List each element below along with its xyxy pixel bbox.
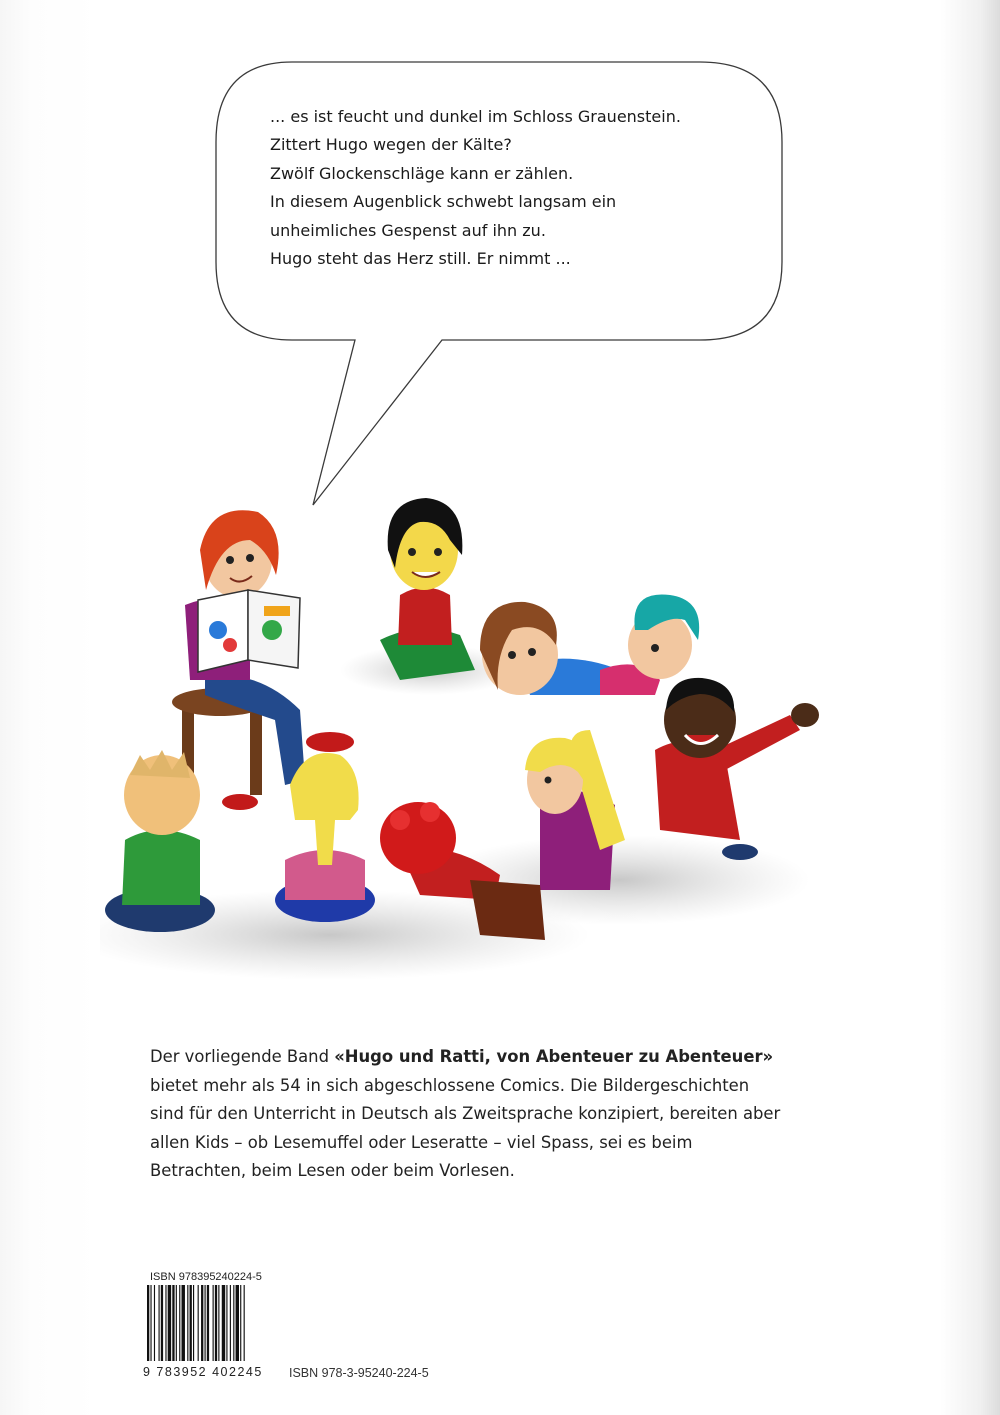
barcode-bar — [226, 1285, 227, 1361]
girl-blonde-thinking — [525, 730, 625, 890]
book-title: «Hugo und Ratti, von Abenteuer zu Abenteuer» — [334, 1047, 774, 1066]
barcode-bar — [222, 1285, 225, 1361]
isbn-label: ISBN 978395240224-5 — [150, 1271, 262, 1283]
blurb-line-3: sind für den Unterricht in Deutsch als Zweitsprache konzipiert, bereiten aber — [150, 1104, 781, 1123]
barcode-bar — [147, 1285, 149, 1361]
girl-black-hair — [380, 498, 475, 680]
barcode-bar — [240, 1285, 241, 1361]
storytelling-illustration — [100, 480, 840, 1000]
blurb-prefix: Der vorliegende Band — [150, 1047, 335, 1066]
speech-line: Hugo steht das Herz still. Er nimmt ... — [270, 249, 571, 269]
isbn-formatted: ISBN 978-3-95240-224-5 — [289, 1366, 429, 1380]
speech-line: In diesem Augenblick schwebt langsam ein — [270, 192, 617, 212]
boy-spiky-hair-back — [105, 750, 215, 932]
barcode-bar — [176, 1285, 177, 1361]
barcode-bar — [165, 1285, 166, 1361]
barcode-bar — [179, 1285, 180, 1361]
speech-bubble-text — [270, 103, 740, 273]
blurb-line-1 — [150, 1043, 850, 1072]
barcode-bar — [161, 1285, 163, 1361]
barcode-bar — [213, 1285, 214, 1361]
barcode-bar — [201, 1285, 203, 1361]
boy-teal-hair — [600, 594, 699, 695]
barcode-bar — [230, 1285, 231, 1361]
barcode-bar — [187, 1285, 188, 1361]
barcode — [147, 1285, 279, 1363]
barcode-bar — [172, 1285, 174, 1361]
speech-line: ... es ist feucht und dunkel im Schloss Grauenstein. — [270, 107, 681, 126]
barcode-bar — [168, 1285, 171, 1361]
blurb-line-5: Betrachten, beim Lesen oder beim Vorlesen. — [150, 1161, 515, 1180]
blurb-line-2: bietet mehr als 54 in sich abgeschlossene Comics. Die Bildergeschichten — [150, 1075, 750, 1095]
speech-line: unheimliches Gespenst auf ihn zu. — [270, 220, 546, 240]
barcode-bar — [150, 1285, 151, 1361]
barcode-bar — [218, 1285, 219, 1361]
barcode-bar — [207, 1285, 209, 1361]
barcode-bar — [244, 1285, 245, 1361]
barcode-bar — [182, 1285, 185, 1361]
barcode-bar — [190, 1285, 192, 1361]
back-cover-description — [150, 1043, 850, 1186]
barcode-bar — [198, 1285, 199, 1361]
girl-brown-hair-lying — [480, 602, 620, 695]
barcode-bar — [159, 1285, 160, 1361]
barcode-bar — [193, 1285, 194, 1361]
barcode-bar — [205, 1285, 206, 1361]
barcode-bar — [154, 1285, 155, 1361]
blurb-line-4: allen Kids – ob Lesemuffel oder Leseratte – viel Spass, sei es beim — [150, 1132, 693, 1152]
barcode-bar — [215, 1285, 217, 1361]
boy-waving — [655, 678, 819, 860]
barcode-bar — [236, 1285, 239, 1361]
barcode-bar — [233, 1285, 234, 1361]
barcode-digits: 9 783952 402245 — [143, 1365, 263, 1379]
speech-line: Zwölf Glockenschläge kann er zählen. — [270, 163, 574, 183]
speech-line: Zittert Hugo wegen der Kälte? — [270, 135, 512, 155]
